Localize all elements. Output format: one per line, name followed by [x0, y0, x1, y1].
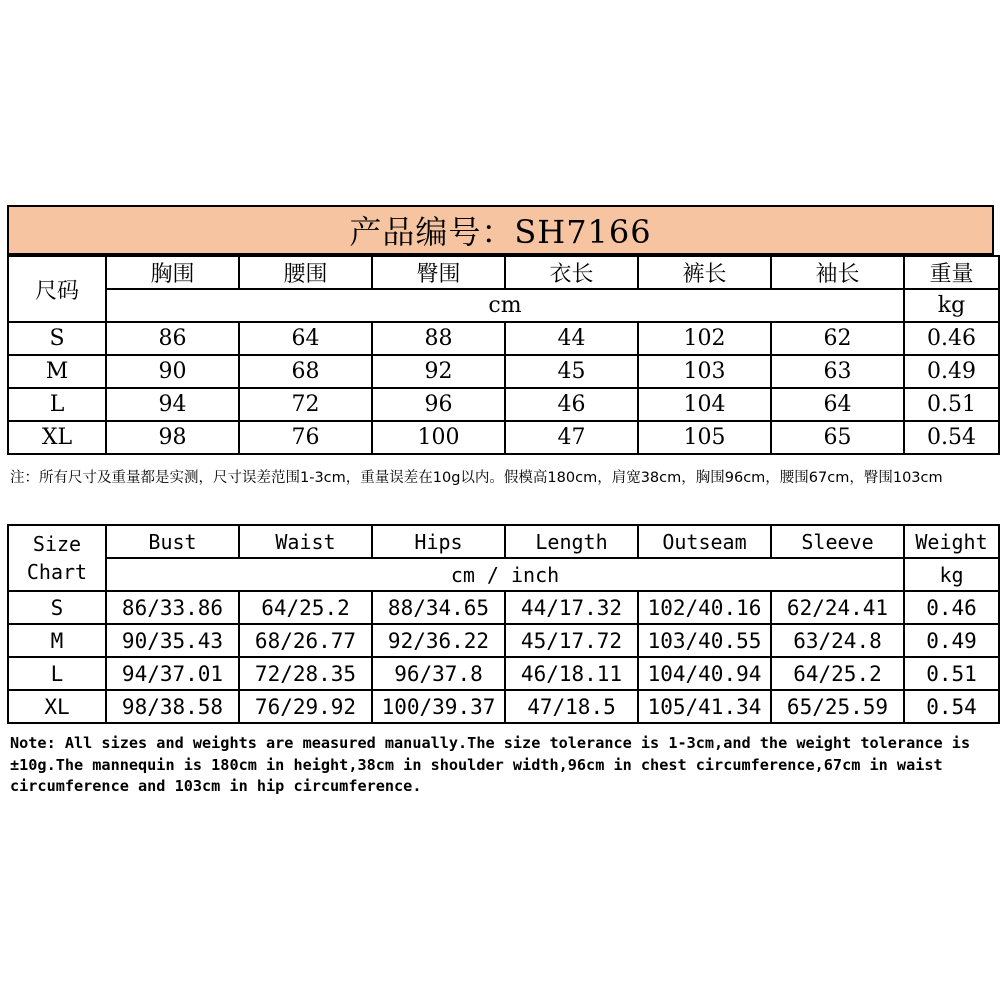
table-cell: 0.54 [904, 690, 999, 723]
table-cell: 0.46 [904, 591, 999, 624]
en-unit-row [8, 558, 999, 591]
table-cell: 90/35.43 [106, 624, 239, 657]
cn-size-header: 尺码 [8, 256, 106, 322]
en-size-table [7, 524, 1000, 724]
cn-unit-row [8, 289, 999, 322]
table-cell: 0.51 [904, 388, 999, 421]
en-unit-cm: cm / inch [106, 558, 904, 591]
table-cell: 76/29.92 [239, 690, 372, 723]
table-cell: 103 [638, 355, 771, 388]
table-cell: 90 [106, 355, 239, 388]
table-cell: 65/25.59 [771, 690, 904, 723]
table-cell: 88 [372, 322, 505, 355]
table-cell: 96 [372, 388, 505, 421]
size-cell: XL [8, 421, 106, 454]
table-row [8, 322, 999, 355]
table-cell: 88/34.65 [372, 591, 505, 624]
table-cell: 96/37.8 [372, 657, 505, 690]
table-cell: 47 [505, 421, 638, 454]
table-cell: 63/24.8 [771, 624, 904, 657]
cn-header-row [8, 256, 999, 289]
cn-size-table [7, 255, 1000, 455]
table-cell: 86 [106, 322, 239, 355]
en-col-header: Bust [106, 525, 239, 558]
table-cell: 45/17.72 [505, 624, 638, 657]
table-cell: 46 [505, 388, 638, 421]
table-cell: 98/38.58 [106, 690, 239, 723]
en-note: Note: All sizes and weights are measured manually.The size tolerance is 1-3cm,and the weight tolerance is ±10g.The mannequin is 180cm in height,38cm in shoulder width,96cm in chest circumference,67cm in waist circumference and 103cm in hip circumference. [10, 734, 971, 795]
size-cell: S [8, 591, 106, 624]
cn-col-header: 腰围 [239, 256, 372, 289]
size-cell: M [8, 624, 106, 657]
table-cell: 100/39.37 [372, 690, 505, 723]
size-cell: S [8, 322, 106, 355]
product-title: 产品编号：SH7166 [7, 205, 994, 255]
table-cell: 62 [771, 322, 904, 355]
table-cell: 44 [505, 322, 638, 355]
en-size-header-line2: Chart [26, 560, 88, 584]
table-row [8, 624, 999, 657]
en-col-header: Waist [239, 525, 372, 558]
size-cell: XL [8, 690, 106, 723]
table-cell: 46/18.11 [505, 657, 638, 690]
table-cell: 98 [106, 421, 239, 454]
table-cell: 44/17.32 [505, 591, 638, 624]
table-cell: 64/25.2 [239, 591, 372, 624]
en-col-header: Length [505, 525, 638, 558]
en-col-header: Weight [904, 525, 999, 558]
en-header-row [8, 525, 999, 558]
en-col-header: Hips [372, 525, 505, 558]
cn-col-header: 臀围 [372, 256, 505, 289]
table-cell: 72 [239, 388, 372, 421]
table-cell: 63 [771, 355, 904, 388]
table-cell: 104/40.94 [638, 657, 771, 690]
table-cell: 65 [771, 421, 904, 454]
cn-col-header: 重量 [904, 256, 999, 289]
table-cell: 104 [638, 388, 771, 421]
table-cell: 0.51 [904, 657, 999, 690]
table-cell: 62/24.41 [771, 591, 904, 624]
table-cell: 100 [372, 421, 505, 454]
table-cell: 0.46 [904, 322, 999, 355]
table-row [8, 591, 999, 624]
table-cell: 94 [106, 388, 239, 421]
cn-col-header: 胸围 [106, 256, 239, 289]
table-cell: 102 [638, 322, 771, 355]
en-col-header: Sleeve [771, 525, 904, 558]
cn-col-header: 衣长 [505, 256, 638, 289]
table-row [8, 657, 999, 690]
en-size-header-line1: Size [32, 532, 82, 556]
en-unit-kg: kg [904, 558, 999, 591]
table-cell: 68/26.77 [239, 624, 372, 657]
table-cell: 72/28.35 [239, 657, 372, 690]
table-row [8, 388, 999, 421]
table-cell: 0.49 [904, 355, 999, 388]
table-cell: 45 [505, 355, 638, 388]
table-cell: 0.49 [904, 624, 999, 657]
size-cell: M [8, 355, 106, 388]
table-cell: 102/40.16 [638, 591, 771, 624]
cn-unit-kg: kg [904, 289, 999, 322]
table-cell: 68 [239, 355, 372, 388]
table-cell: 103/40.55 [638, 624, 771, 657]
cn-col-header: 裤长 [638, 256, 771, 289]
en-col-header: Outseam [638, 525, 771, 558]
cn-col-header: 袖长 [771, 256, 904, 289]
en-size-header [8, 525, 106, 591]
table-cell: 92 [372, 355, 505, 388]
table-cell: 92/36.22 [372, 624, 505, 657]
size-cell: L [8, 388, 106, 421]
table-cell: 105 [638, 421, 771, 454]
table-row [8, 355, 999, 388]
table-row [8, 421, 999, 454]
table-row [8, 690, 999, 723]
cn-unit-cm: cm [106, 289, 904, 322]
table-cell: 64 [239, 322, 372, 355]
size-cell: L [8, 657, 106, 690]
table-cell: 76 [239, 421, 372, 454]
table-cell: 47/18.5 [505, 690, 638, 723]
table-cell: 105/41.34 [638, 690, 771, 723]
table-cell: 64/25.2 [771, 657, 904, 690]
table-cell: 64 [771, 388, 904, 421]
cn-note: 注：所有尺寸及重量都是实测，尺寸误差范围1-3cm，重量误差在10g以内。假模高180cm，肩宽38cm，胸围96cm，腰围67cm，臀围103cm [10, 470, 943, 486]
table-cell: 0.54 [904, 421, 999, 454]
table-cell: 94/37.01 [106, 657, 239, 690]
table-cell: 86/33.86 [106, 591, 239, 624]
